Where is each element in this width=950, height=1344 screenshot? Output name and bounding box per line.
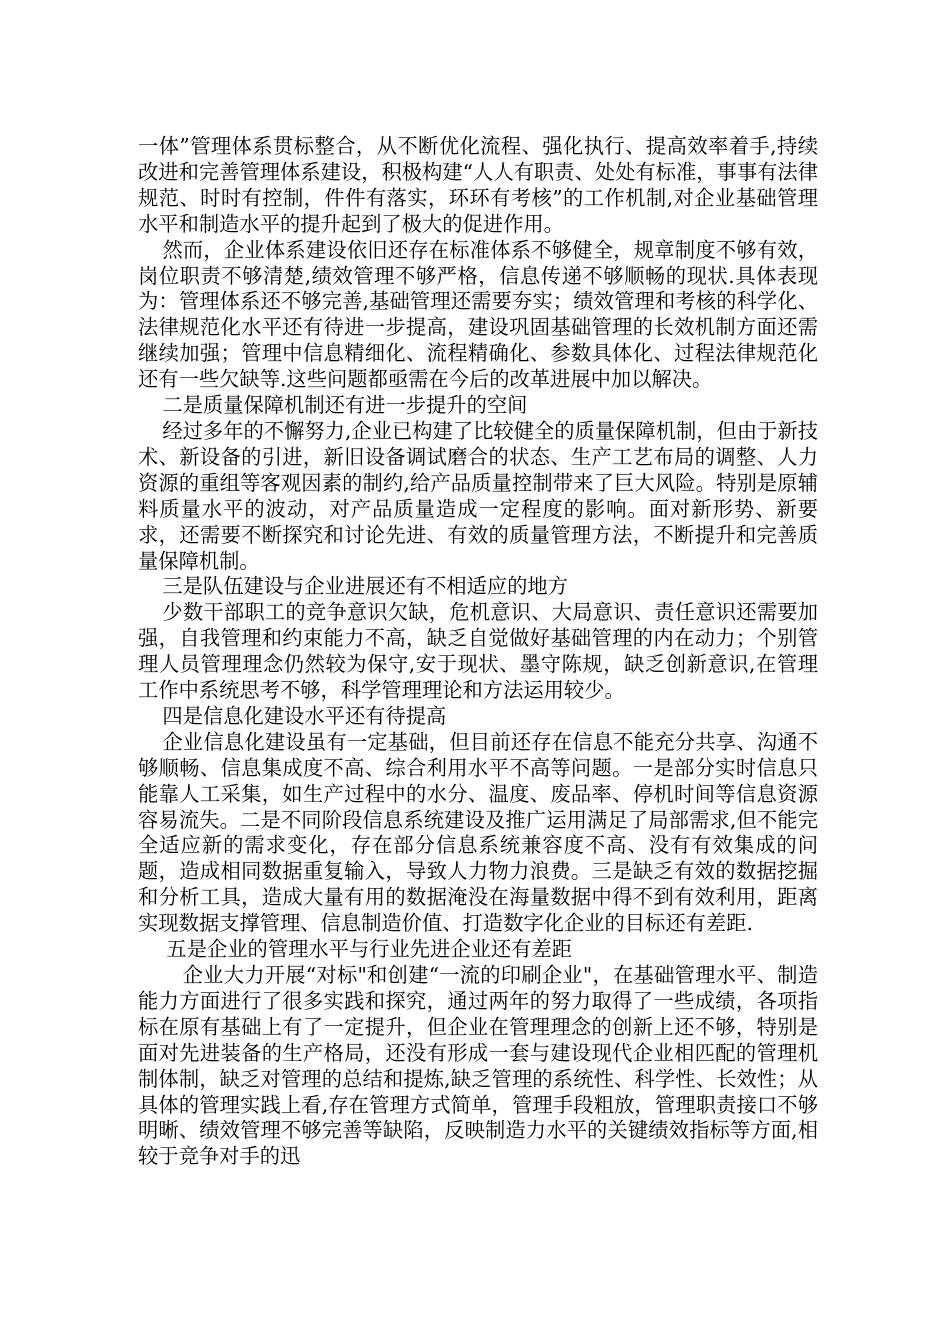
paragraph-system-shortcomings: 然而，企业体系建设依旧还存在标准体系不够健全，规章制度不够有效，岗位职责不够清楚,绩效管理不够严格，信息传递不够顺畅的现状.具体表现为：管理体系还不够完善,基础管理还需要夯实；绩效管理和考核的科学化、法律规范化水平还有待进一步提高，建设巩固基础管理的长效机制方面还需继续加强；管理中信息精细化、流程精确化、参数具体化、过程法律规范化还有一些欠缺等.这些问题都亟需在今后的改革进展中加以解决。: [138, 237, 818, 392]
paragraph-quality-assurance: 经过多年的不懈努力,企业已构建了比较健全的质量保障机制，但由于新技术、新设备的引进，新旧设备调试磨合的状态、生产工艺布局的调整、人力资源的重组等客观因素的制约,给产品质量控制带来了巨大风险。特别是原辅料质量水平的波动，对产品质量造成一定程度的影响。面对新形势、新要求，还需要不断探究和讨论先进、有效的质量管理方法，不断提升和完善质量保障机制。: [138, 418, 818, 573]
heading-team-building: 三是队伍建设与企业进展还有不相适应的地方: [162, 574, 568, 599]
heading-informatization: 四是信息化建设水平还有待提高: [162, 703, 447, 728]
paragraph-team-building: 少数干部职工的竞争意识欠缺，危机意识、大局意识、责任意识还需要加强，自我管理和约束能力不高，缺乏自觉做好基础管理的内在动力；个别管理人员管理理念仍然较为保守,安于现状、墨守陈规，缺乏创新意识,在管理工作中系统思考不够，科学管理理论和方法运用较少。: [138, 600, 818, 703]
heading-quality-assurance: 二是质量保障机制还有进一步提升的空间: [162, 393, 528, 418]
paragraph-management-gap: 企业大力开展“对标"和创建“一流的印刷企业"，在基础管理水平、制造能力方面进行了很多实践和探究，通过两年的努力取得了一些成绩，各项指标在原有基础上有了一定提升，但企业在管理理念的创新上还不够，特别是面对先进装备的生产格局，还没有形成一套与建设现代企业相匹配的管理机制体制，缺乏对管理的总结和提炼,缺乏管理的系统性、科学性、长效性；从具体的管理实践上看,存在管理方式简单，管理手段粗放，管理职责接口不够明晰、绩效管理不够完善等缺陷，反映制造力水平的关键绩效指标等方面,相较于竞争对手的迅: [138, 963, 818, 1169]
document-page: [138, 134, 818, 1170]
heading-management-gap: 五是企业的管理水平与行业先进企业还有差距: [166, 937, 573, 962]
paragraph-informatization: 企业信息化建设虽有一定基础，但目前还存在信息不能充分共享、沟通不够顺畅、信息集成度不高、综合利用水平不高等问题。一是部分实时信息只能靠人工采集，如生产过程中的水分、温度、废品率、停机时间等信息资源容易流失。二是不同阶段信息系统建设及推广运用满足了局部需求,但不能完全适应新的需求变化，存在部分信息系统兼容度不高、没有有效集成的问题，造成相同数据重复输入，导致人力物力浪费。三是缺乏有效的数据挖掘和分析工具，造成大量有用的数据淹没在海量数据中得不到有效利用，距离实现数据支撑管理、信息制造价值、打造数字化企业的目标还有差距.: [138, 729, 818, 936]
paragraph-management-system-integration: 一体”管理体系贯标整合，从不断优化流程、强化执行、提高效率着手,持续改进和完善管理体系建设，积极构建“人人有职责、处处有标准，事事有法律规范、时时有控制，件件有落实，环环有考核”的工作机制,对企业基础管理水平和制造水平的提升起到了极大的促进作用。: [138, 134, 818, 236]
